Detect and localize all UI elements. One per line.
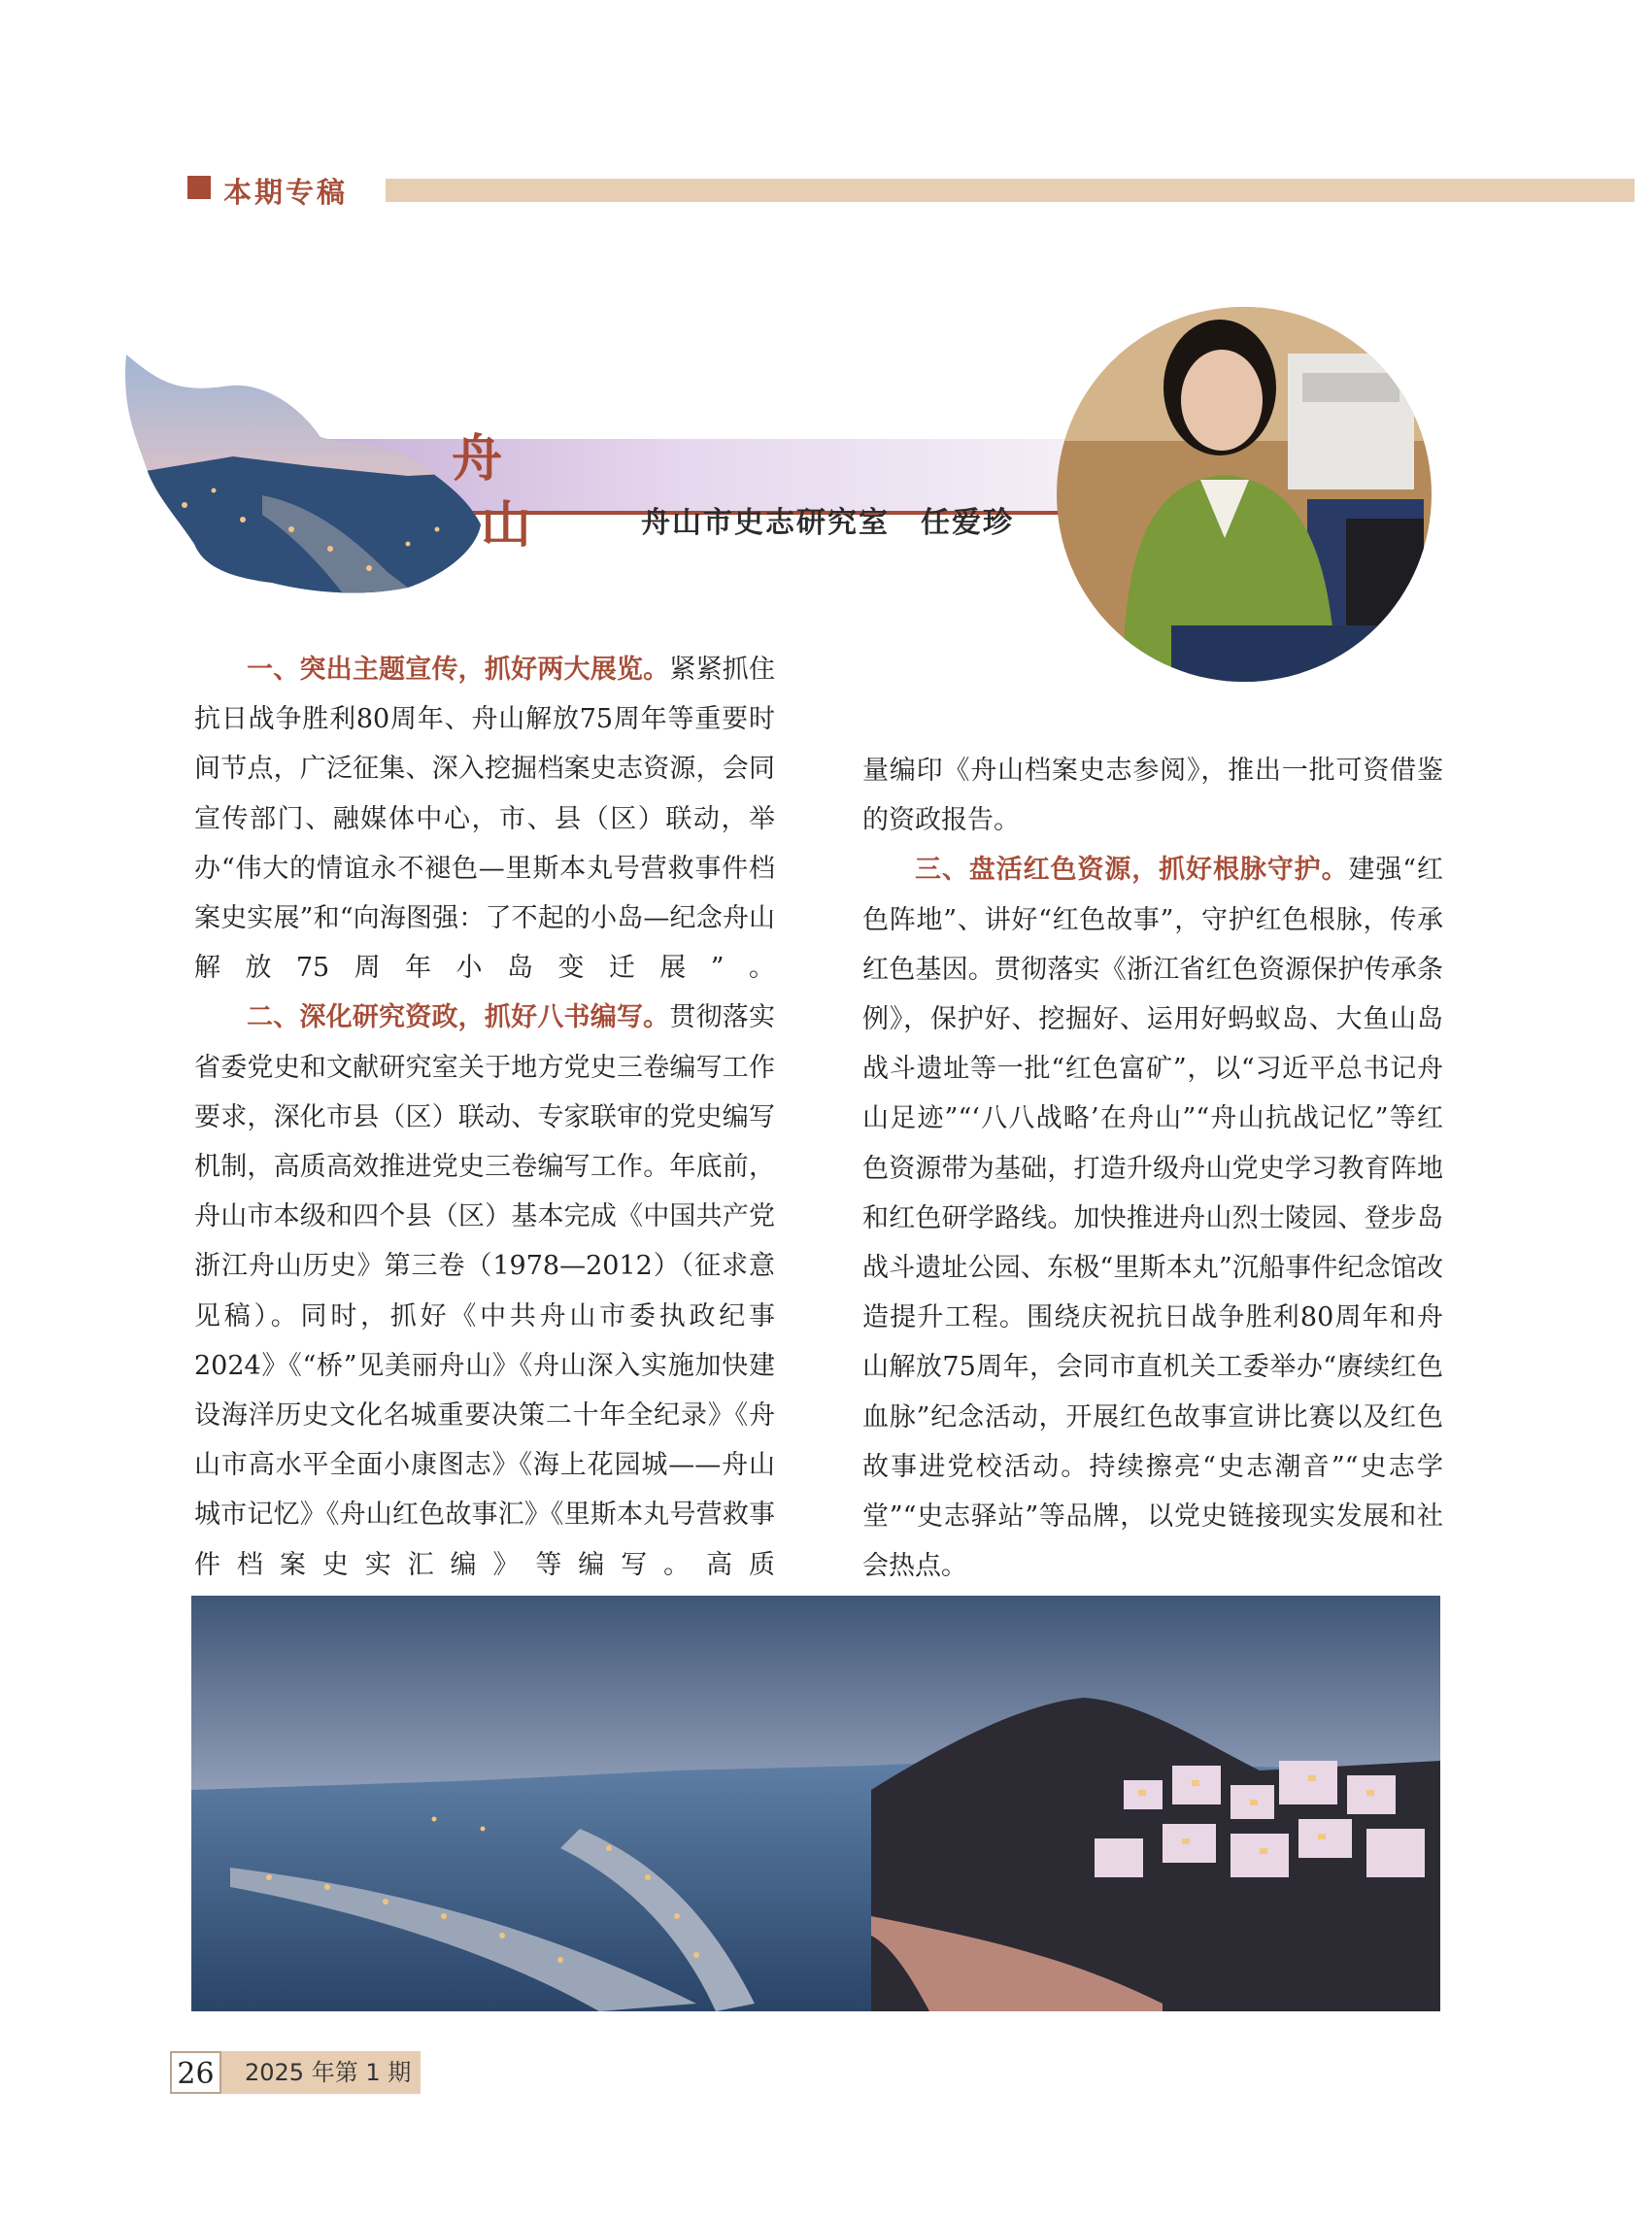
- paragraph-3: [862, 845, 1443, 1591]
- section-bar: [386, 179, 1635, 202]
- paragraph-2-body: 贯彻落实省委党史和文献研究室关于地方党史三卷编写工作要求，深化市县（区）联动、专家联审的党史编写机制，高质高效推进党史三卷编写工作。年底前，舟山市本级和四个县（区）基本完成《中国共产党浙江舟山历史》第三卷（1978—2012）（征求意见稿）。同时，抓好《中共舟山市委执政纪事2024》《“桥”见美丽舟山》《舟山深入实施加快建设海洋历史文化名城重要决策二十年全纪录》《舟山市高水平全面小康图志》《海上花园城——舟山城市记忆》《舟山红色故事汇》《里斯本丸号营救事件档案史实汇编》等编写。高质: [194, 1002, 776, 1580]
- title-banner: [117, 350, 1068, 602]
- article-column-left: [194, 645, 775, 1590]
- author-portrait: [1055, 305, 1433, 684]
- section-label: 本期专稿: [223, 176, 349, 209]
- paragraph-1: [194, 645, 775, 993]
- author-byline: 舟山市史志研究室 任爱珍: [641, 506, 1014, 540]
- paragraph-3-body: 建强“红色阵地”、讲好“红色故事”，守护红色根脉，传承红色基因。贯彻落实《浙江省红色资源保护传承条例》，保护好、挖掘好、运用好蚂蚁岛、大鱼山岛战斗遗址等一批“红色富矿”，以“习近平总书记舟山足迹”“‘八八战略’在舟山”“舟山抗战记忆”等红色资源带为基础，打造升级舟山党史学习教育阵地和红色研学路线。加快推进舟山烈士陵园、登步岛战斗遗址公园、东极“里斯本丸”沉船事件纪念馆改造提升工程。围绕庆祝抗日战争胜利80周年和舟山解放75周年，会同市直机关工委举办“赓续红色血脉”纪念活动，开展红色故事宣讲比赛以及红色故事进党校活动。持续擦亮“史志潮音”“史志学堂”“史志驿站”等品牌，以党史链接现实发展和社会热点。: [862, 855, 1444, 1582]
- paragraph-2-continued: 量编印《舟山档案史志参阅》，推出一批可资借鉴的资政报告。: [862, 756, 1443, 836]
- article-column-right: [862, 746, 1443, 1591]
- section-marker: [187, 176, 211, 199]
- heading-3: 三、盘活红色资源，抓好根脉守护。: [915, 855, 1349, 886]
- banner-char-zhou: 舟: [452, 429, 503, 489]
- page-number: 26: [170, 2051, 221, 2094]
- banner-char-shan: 山: [481, 495, 532, 555]
- paragraph-1-body: 紧紧抓住抗日战争胜利80周年、舟山解放75周年等重要时间节点，广泛征集、深入挖掘档案史志资源，会同宣传部门、融媒体中心，市、县（区）联动，举办“伟大的情谊永不褪色—里斯本丸号营救事件档案史实展”和“向海图强：了不起的小岛—纪念舟山解放75周年小岛变迁展”。: [194, 655, 776, 984]
- heading-1: 一、突出主题宣传，抓好两大展览。: [247, 655, 670, 685]
- heading-2: 二、深化研究资政，抓好八书编写。: [247, 1002, 670, 1033]
- paragraph-2: [194, 993, 775, 1589]
- harbor-photo: [191, 1596, 1440, 2011]
- issue-label: 2025 年第 1 期: [221, 2051, 421, 2094]
